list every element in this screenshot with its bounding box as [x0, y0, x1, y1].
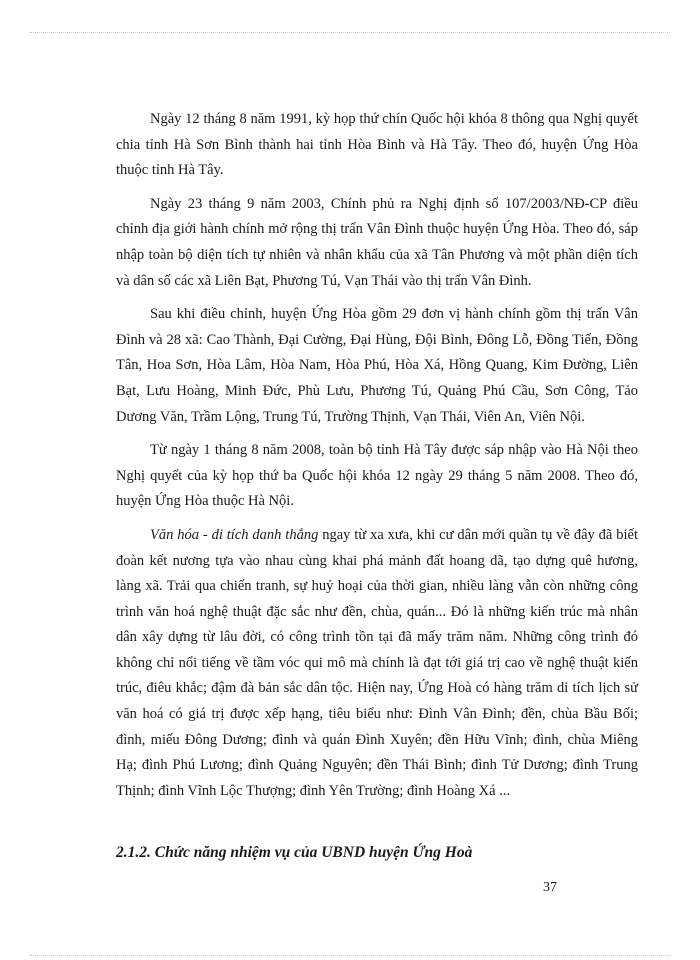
paragraph-2 [116, 192, 638, 294]
paragraph-5-italic-lead: Văn hóa - di tích danh thắng [150, 526, 319, 543]
paragraph-2-text: Ngày 23 tháng 9 năm 2003, Chính phủ ra Nghị định số 107/2003/NĐ-CP điều chỉnh địa giới hành chính mở rộng thị trấn Vân Đình thuộc huyện Ứng Hòa. Theo đó, sáp nhập toàn bộ diện tích tự nhiên và nhân khẩu của xã Tân Phương và một phần diện tích và dân số các xã Liên Bạt, Phương Tú, Vạn Thái vào thị trấn Vân Đình. [116, 195, 638, 289]
paragraph-5 [116, 523, 638, 805]
paragraph-3-text: Sau khi điều chỉnh, huyện Ứng Hòa gồm 29 đơn vị hành chính gồm thị trấn Vân Đình và 28 xã: Cao Thành, Đại Cường, Đại Hùng, Đội Bình, Đông Lỗ, Đồng Tiến, Đồng Tân, Hoa Sơn, Hòa Lâm, Hòa Nam, Hòa Phú, Hòa Xá, Hồng Quang, Kim Đường, Liên Bạt, Lưu Hoàng, Minh Đức, Phù Lưu, Phương Tú, Quảng Phú Cầu, Sơn Công, Tảo Dương Văn, Trầm Lộng, Trung Tú, Trường Thịnh, Vạn Thái, Viên An, Viên Nội. [116, 306, 638, 425]
paragraph-3 [116, 302, 638, 430]
paragraph-1 [116, 107, 638, 184]
paragraph-1-text: Ngày 12 tháng 8 năm 1991, kỳ họp thứ chín Quốc hội khóa 8 thông qua Nghị quyết chia tỉnh Hà Sơn Bình thành hai tỉnh Hòa Bình và Hà Tây. Theo đó, huyện Ứng Hòa thuộc tỉnh Hà Tây. [116, 111, 638, 179]
paragraph-4-text: Từ ngày 1 tháng 8 năm 2008, toàn bộ tỉnh Hà Tây được sáp nhập vào Hà Nội theo Nghị quyết của kỳ họp thứ ba Quốc hội khóa 12 ngày 29 tháng 5 năm 2008. Theo đó, huyện Ứng Hòa thuộc Hà Nội. [116, 442, 638, 510]
page-bottom-border [30, 955, 670, 956]
paragraph-4 [116, 438, 638, 515]
body-text [116, 107, 638, 812]
page-number: 37 [543, 880, 557, 895]
page-top-border [30, 32, 670, 33]
paragraph-5-text: ngay từ xa xưa, khi cư dân mới quần tụ về đây đã biết đoàn kết nương tựa vào nhau cùng khai phá mảnh đất hoang dã, tạo dựng quê hương, làng xã. Trải qua chiến tranh, sự huỷ hoại của thời gian, nhiều làng vẫn còn những công trình văn hoá nghệ thuật đặc sắc như đền, chùa, quán... Đó là những kiến trúc mà nhân dân xây dựng từ lâu đời, có công trình tồn tại đã mấy trăm năm. Những công trình đó không chỉ nổi tiếng về tầm vóc qui mô mà chính là đạt tới giá trị cao về nghệ thuật kiến trúc, điêu khắc; đậm đà bản sắc dân tộc. Hiện nay, Ứng Hoà có hàng trăm di tích lịch sử văn hoá có giá trị được xếp hạng, tiêu biểu như: Đình Vân Đình; đền, chùa Bầu Bối; đình, miếu Đông Dương; đình và quán Đình Xuyên; đền Hữu Vĩnh; đình, chùa Miêng Hạ; đình Phú Lương; đình Quảng Nguyên; đền Thái Bình; đình Tử Dương; đình Trung Thịnh; đình Vĩnh Lộc Thượng; đình Yên Trường; đình Hoàng Xá ... [116, 526, 638, 799]
section-heading: 2.1.2. Chức năng nhiệm vụ của UBND huyện Ứng Hoà [116, 844, 473, 861]
